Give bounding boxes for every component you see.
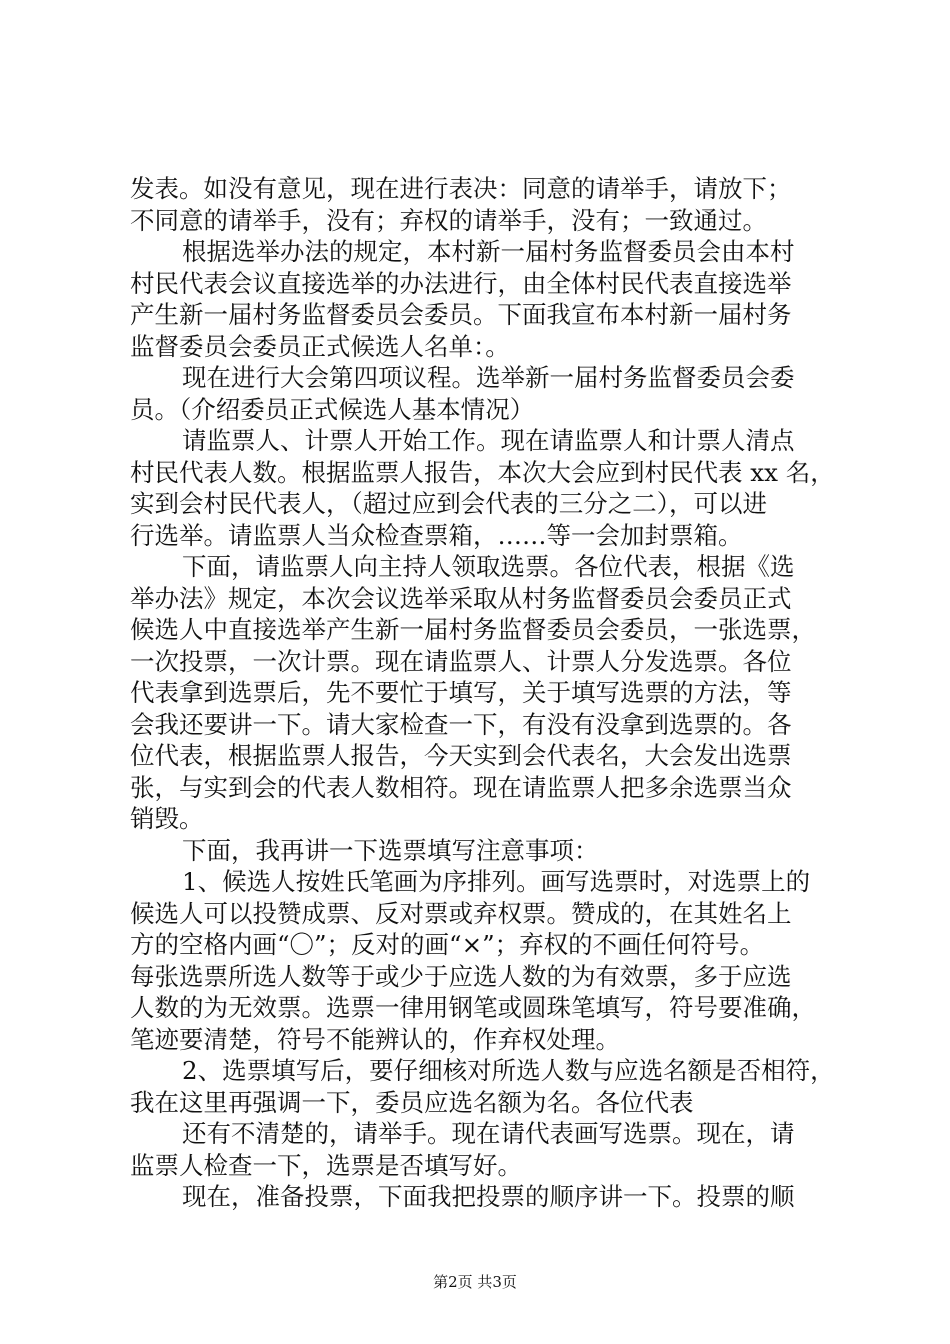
text-line: 不同意的请举手，没有；弃权的请举手，没有；一致通过。 [130, 205, 767, 235]
text-line: 还有不清楚的，请举手。现在请代表画写选票。现在，请 [182, 1119, 795, 1148]
document-body [130, 173, 835, 1213]
page-footer: 第2页 共3页 [433, 1273, 517, 1291]
text-line: 监督委员会委员正式候选人名单：。 [130, 331, 510, 361]
text-line: 根据选举办法的规定，本村新一届村务监督委员会由本村 [182, 237, 795, 266]
text-line: 2、选票填写后，要仔细核对所选人数与应选名额是否相符， [182, 1056, 835, 1085]
text-line: 请监票人、计票人开始工作。现在请监票人和计票人清点 [182, 426, 795, 455]
text-line: 实到会村民代表人，（超过应到会代表的三分之二），可以进 [130, 489, 767, 518]
text-line: 张，与实到会的代表人数相符。现在请监票人把多余选票当众 [130, 772, 792, 802]
text-line: 下面，请监票人向主持人领取选票。各位代表，根据《选 [182, 552, 795, 581]
text-line: 现在进行大会第四项议程。选举新一届村务监督委员会委 [182, 363, 795, 392]
text-line: 方的空格内画“〇”；反对的画“×”；弃权的不画任何符号。 [130, 930, 765, 959]
text-line: 员。（介绍委员正式候选人基本情况） [130, 394, 535, 424]
text-line: 人数的为无效票。选票一律用钢笔或圆珠笔填写，符号要准确， [130, 993, 816, 1022]
text-line: 每张选票所选人数等于或少于应选人数的为有效票，多于应选 [130, 961, 792, 991]
text-line: 行选举。请监票人当众检查票箱，……等一会加封票箱。 [130, 520, 743, 550]
text-line: 候选人可以投赞成票、反对票或弃权票。赞成的，在其姓名上 [130, 898, 792, 928]
text-line: 举办法》规定，本次会议选举采取从村务监督委员会委员正式 [130, 583, 792, 613]
text-line: 现在，准备投票，下面我把投票的顺序讲一下。投票的顺 [182, 1182, 795, 1211]
text-line: 我在这里再强调一下，委员应选名额为名。各位代表 [130, 1087, 694, 1117]
text-line: 候选人中直接选举产生新一届村务监督委员会委员，一张选票， [130, 615, 816, 644]
text-line: 代表拿到选票后，先不要忙于填写，关于填写选票的方法，等 [130, 678, 792, 707]
text-line: 会我还要讲一下。请大家检查一下，有没有没拿到选票的。各 [130, 709, 792, 739]
text-line: 位代表，根据监票人报告，今天实到会代表名，大会发出选票 [130, 741, 792, 770]
text-line: 产生新一届村务监督委员会委员。下面我宣布本村新一届村务 [130, 300, 792, 329]
text-line: 一次投票，一次计票。现在请监票人、计票人分发选票。各位 [130, 646, 792, 676]
text-line: 销毁。 [130, 804, 204, 833]
text-line: 1、候选人按姓氏笔画为序排列。画写选票时，对选票上的 [182, 867, 811, 896]
text-line: 监票人检查一下，选票是否填写好。 [130, 1150, 522, 1180]
text-line: 村民代表人数。根据监票人报告，本次大会应到村民代表 xx 名， [130, 457, 835, 487]
text-line: 村民代表会议直接选举的办法进行，由全体村民代表直接选举 [130, 268, 792, 298]
text-line: 下面，我再讲一下选票填写注意事项： [182, 835, 599, 865]
text-line: 发表。如没有意见，现在进行表决：同意的请举手，请放下； [130, 174, 792, 203]
text-line: 笔迹要清楚，符号不能辨认的，作弃权处理。 [130, 1024, 620, 1054]
